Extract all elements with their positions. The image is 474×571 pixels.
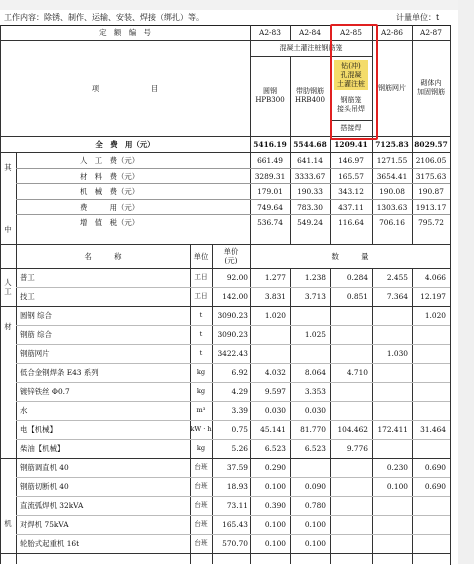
resource-qty: 3.713	[304, 292, 326, 301]
resource-name: 钢筋网片	[20, 349, 50, 358]
resource-qty	[372, 439, 408, 458]
resource-qty: 45.141	[260, 425, 286, 434]
resource-qty: 0.090	[304, 482, 326, 491]
resource-qty: 1.030	[386, 349, 408, 358]
resource-qty	[290, 306, 326, 325]
quota-code: A2-83	[259, 28, 281, 37]
cost-value: 190.08	[379, 187, 405, 197]
resource-qty: 172.411	[377, 425, 408, 434]
total-value: 5544.68	[293, 139, 327, 149]
scroll-gutter	[458, 0, 474, 564]
cost-row-label: 增 值 税（元）	[80, 218, 140, 228]
cost-value: 549.24	[297, 218, 323, 228]
resource-qty: 0.100	[264, 482, 286, 491]
resource-qty: 8.064	[304, 368, 326, 377]
item-label: 项 目	[91, 83, 159, 93]
quota-code: A2-84	[299, 28, 321, 37]
resource-qty	[372, 325, 408, 344]
resource-qty: 0.030	[304, 406, 326, 415]
resource-qty	[330, 401, 368, 420]
resource-qty	[372, 363, 408, 382]
work-content: 工作内容：除锈、制作、运输、安装、焊接（绑扎）等。	[4, 13, 204, 22]
resource-qty: 9.597	[264, 387, 286, 396]
column-title: 钢筋网片	[378, 83, 406, 92]
resource-qty: 104.462	[337, 425, 368, 434]
cost-side-label: 其	[4, 162, 12, 172]
resource-qty	[250, 344, 286, 363]
resource-qty: 0.780	[304, 501, 326, 510]
resource-qty	[372, 496, 408, 515]
total-value: 7125.83	[375, 139, 409, 149]
resource-qty: 1.238	[304, 273, 326, 282]
resource-qty: 6.523	[264, 444, 286, 453]
resource-unit: t	[199, 349, 203, 357]
cost-row-label: 人 工 费（元）	[80, 156, 140, 166]
resource-qty: 0.230	[386, 463, 408, 472]
resource-qty: 0.690	[424, 482, 446, 491]
resource-unit: kg	[196, 387, 206, 395]
total-value: 5416.19	[253, 139, 287, 149]
resource-qty	[412, 401, 446, 420]
highlight-box	[330, 24, 378, 140]
resource-price: 92.00	[226, 273, 248, 282]
resource-qty: 12.197	[420, 292, 446, 301]
cost-row-label: 材 料 费（元）	[80, 171, 140, 181]
resource-unit: kW · h	[190, 425, 212, 433]
resource-price: 3.39	[231, 406, 248, 415]
resource-qty: 4.066	[424, 273, 446, 282]
cost-value: 795.72	[418, 218, 444, 228]
resource-unit: kg	[196, 444, 206, 452]
resource-qty	[412, 382, 446, 401]
resource-qty: 0.100	[304, 539, 326, 548]
resource-qty	[412, 344, 446, 363]
resource-price: 3422.43	[217, 349, 248, 358]
resource-name: 轮胎式起重机 16t	[20, 539, 80, 548]
resource-name: 对焊机 75kVA	[20, 520, 69, 529]
resource-qty: 0.100	[264, 539, 286, 548]
cost-value: 641.14	[297, 156, 323, 166]
cost-value: 437.11	[338, 202, 364, 212]
resource-name: 钢筋调直机 40	[20, 463, 69, 472]
resource-qty: 4.710	[346, 368, 368, 377]
resource-qty	[330, 458, 368, 477]
resource-qty: 2.455	[386, 273, 408, 282]
resource-qty	[412, 439, 446, 458]
resource-unit: 台班	[194, 501, 208, 509]
cost-value: 116.64	[338, 218, 364, 228]
resource-name: 电【机械】	[20, 425, 57, 434]
column-title: 圆钢 HPB300	[255, 87, 285, 104]
resource-unit: t	[199, 330, 203, 338]
resource-qty: 0.030	[264, 406, 286, 415]
resource-qty: 0.851	[346, 292, 368, 301]
resource-qty	[372, 515, 408, 534]
cost-value: 165.57	[338, 171, 364, 181]
resource-qty	[372, 382, 408, 401]
resource-name: 柴油【机械】	[20, 444, 65, 453]
resource-qty	[330, 382, 368, 401]
resource-qty	[330, 477, 368, 496]
resource-price: 6.92	[231, 368, 248, 377]
a85-subtitle: 钢筋笼 接头吊焊	[337, 96, 365, 113]
resource-qty: 4.032	[264, 368, 286, 377]
resource-qty: 9.776	[346, 444, 368, 453]
resource-unit: 工日	[194, 273, 208, 281]
resource-price: 142.00	[222, 292, 248, 301]
resource-qty	[412, 363, 446, 382]
quota-no-label: 定 额 编 号	[99, 28, 151, 37]
resource-qty: 81.770	[300, 425, 326, 434]
resource-qty: 0.690	[424, 463, 446, 472]
resource-qty	[330, 306, 368, 325]
resource-qty	[330, 515, 368, 534]
resource-qty: 6.523	[304, 444, 326, 453]
resource-name: 普工	[20, 273, 35, 282]
cost-row-label: 费 用（元）	[80, 202, 140, 212]
cost-row-label: 机 械 费（元）	[80, 187, 140, 197]
a85-title: 钻(冲) 孔混凝 土灌注桩	[334, 60, 368, 90]
resource-qty: 0.390	[264, 501, 286, 510]
cost-value: 190.87	[418, 187, 444, 197]
cost-value: 3333.67	[294, 171, 326, 181]
cost-value: 343.12	[338, 187, 364, 197]
resource-qty: 1.020	[424, 311, 446, 320]
cost-value: 661.49	[257, 156, 283, 166]
resource-price: 165.43	[222, 520, 248, 529]
resource-qty: 3.831	[264, 292, 286, 301]
resource-qty	[290, 344, 326, 363]
resource-qty	[330, 534, 368, 553]
resource-name: 钢筋切断机 40	[20, 482, 69, 491]
resource-price: 3090.23	[217, 330, 248, 339]
resource-price: 18.93	[226, 482, 248, 491]
section-side-label: 材	[4, 321, 12, 331]
resource-name: 圆钢 综合	[20, 311, 52, 320]
total-value: 1209.41	[334, 139, 368, 149]
cost-value: 3175.63	[415, 171, 447, 181]
resource-qty	[372, 306, 408, 325]
resource-qty	[330, 344, 368, 363]
cost-value: 1303.63	[376, 202, 408, 212]
row-divider	[0, 553, 450, 554]
resource-qty: 7.364	[386, 292, 408, 301]
resource-name: 技工	[20, 292, 35, 301]
resource-price: 3090.23	[217, 311, 248, 320]
resource-qty	[290, 458, 326, 477]
resource-unit: m³	[196, 406, 206, 414]
resource-price: 37.59	[226, 463, 248, 472]
col-price-header: 单价 (元)	[223, 247, 239, 265]
col-name-header: 名 称	[84, 251, 122, 261]
resource-unit: 工日	[194, 292, 208, 300]
cost-value: 783.30	[297, 202, 323, 212]
total-value: 8029.57	[414, 139, 448, 149]
cost-value: 536.74	[257, 218, 283, 228]
resource-qty	[412, 534, 446, 553]
cost-value: 3289.31	[254, 171, 286, 181]
resource-qty	[330, 325, 368, 344]
quota-code: A2-85	[340, 28, 362, 37]
resource-unit: kg	[196, 368, 206, 376]
group-title: 混凝土灌注桩钢筋笼	[279, 43, 343, 52]
resource-price: 4.29	[231, 387, 248, 396]
resource-qty	[372, 534, 408, 553]
resource-qty: 0.284	[346, 273, 368, 282]
resource-qty: 31.464	[420, 425, 446, 434]
resource-price: 73.11	[226, 501, 248, 510]
resource-unit: t	[199, 311, 203, 319]
resource-qty: 0.290	[264, 463, 286, 472]
col-qty-header: 数 量	[331, 251, 369, 261]
quota-code: A2-86	[381, 28, 403, 37]
resource-price: 5.26	[231, 444, 248, 453]
cost-value: 2106.05	[415, 156, 447, 166]
cost-value: 1271.55	[376, 156, 408, 166]
resource-qty	[372, 401, 408, 420]
cost-value: 3654.41	[376, 171, 408, 181]
resource-unit: 台班	[194, 482, 208, 490]
col-divider	[16, 244, 17, 564]
cost-value: 749.64	[257, 202, 283, 212]
resource-qty	[412, 496, 446, 515]
resource-qty: 1.025	[304, 330, 326, 339]
quota-code: A2-87	[420, 28, 442, 37]
resource-name: 水	[20, 406, 28, 415]
resource-name: 低合金钢焊条 E43 系列	[20, 368, 99, 377]
resource-name: 直流弧焊机 32kVA	[20, 501, 84, 510]
resource-qty	[412, 515, 446, 534]
resource-unit: 台班	[194, 520, 208, 528]
resource-qty: 0.100	[386, 482, 408, 491]
resource-qty: 0.100	[264, 520, 286, 529]
resource-qty: 0.100	[304, 520, 326, 529]
resource-qty: 1.277	[264, 273, 286, 282]
column-title: 带肋钢筋 HRB400	[295, 87, 325, 104]
cost-side-label: 中	[4, 224, 12, 234]
resource-qty: 3.353	[304, 387, 326, 396]
unit-label: 计量单位：t	[396, 13, 440, 22]
top-bar	[0, 0, 474, 10]
col-unit-header: 单位	[193, 251, 209, 261]
resource-qty	[412, 325, 446, 344]
a85-subtitle-2: 搭接焊	[340, 123, 362, 132]
cost-value: 190.33	[297, 187, 323, 197]
section-side-label: 人 工	[4, 278, 12, 296]
resource-qty: 1.020	[264, 311, 286, 320]
resource-price: 0.75	[231, 425, 248, 434]
cost-value: 146.97	[338, 156, 364, 166]
resource-unit: 台班	[194, 463, 208, 471]
section-side-label: 机	[4, 519, 12, 528]
resource-name: 镀锌铁丝 Φ0.7	[20, 387, 70, 396]
resource-qty	[330, 496, 368, 515]
column-title: 砌体内 加固钢筋	[417, 79, 445, 96]
cost-value: 706.16	[379, 218, 405, 228]
resource-name: 钢筋 综合	[20, 330, 52, 339]
cost-value: 179.01	[257, 187, 283, 197]
resource-price: 570.70	[222, 539, 248, 548]
cost-value: 1913.17	[415, 202, 447, 212]
resource-unit: 台班	[194, 539, 208, 547]
resource-qty	[250, 325, 286, 344]
total-label: 全 费 用（元）	[95, 139, 155, 149]
